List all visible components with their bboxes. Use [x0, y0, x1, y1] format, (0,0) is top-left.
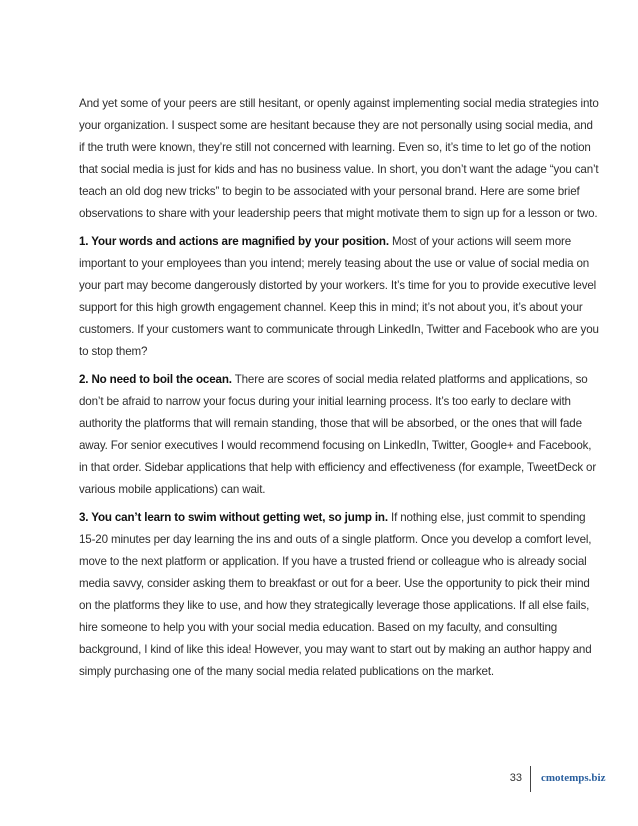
point-paragraph-3 [79, 507, 599, 683]
page-footer [0, 766, 638, 796]
point-text-3: If nothing else, just commit to spending 15-20 minutes per day learning the ins and outs of a single platform. Once you develop a comfort level, move to the next platform or application. If you have a trusted friend or colleague who is already social media savvy, consider asking them to breakfast or out for a beer. Use the opportunity to pick their mind on the platforms they like to use, and how they strategically leverage those applications. If all else fails, hire someone to help you with your social media education. Based on my faculty, and consulting background, I kind of like this idea! However, you may want to start out by making an author happy and simply purchasing one of the many social media related publications on the market. [79, 511, 592, 678]
site-link[interactable]: cmotemps.biz [541, 772, 606, 784]
body-text [79, 93, 599, 683]
point-heading-2: 2. No need to boil the ocean. [79, 373, 232, 386]
point-paragraph-2 [79, 369, 599, 501]
page-number: 33 [509, 772, 522, 784]
point-paragraph-1 [79, 231, 599, 363]
point-text-2: There are scores of social media related platforms and applications, so don’t be afraid to narrow your focus during your initial learning process. It’s too early to declare with authority the platforms that will remain standing, those that will be absorbed, or the ones that will fade away. For senior executives I would recommend focusing on LinkedIn, Twitter, Google+ and Facebook, in that order. Sidebar applications that help with efficiency and effectiveness (for example, TweetDeck or various mobile applications) can wait. [79, 373, 597, 496]
point-text-1: Most of your actions will seem more important to your employees than you intend; merely teasing about the use or value of social media on your part may become dangerously distorted by your workers. It’s time for you to provide executive level support for this high growth engagement channel. Keep this in mind; it’s not about you, it’s about your customers. If your customers want to communicate through LinkedIn, Twitter and Facebook who are you to stop them? [79, 235, 599, 358]
footer-divider [530, 766, 531, 792]
intro-paragraph: And yet some of your peers are still hesitant, or openly against implementing social media strategies into your organization. I suspect some are hesitant because they are not personally using social media, and if the truth were known, they’re still not concerned with learning. Even so, it’s time to let go of the notion that social media is just for kids and has no business value. In short, you don’t want the adage “you can’t teach an old dog new tricks” to begin to be associated with your personal brand. Here are some brief observations to share with your leadership peers that might motivate them to sign up for a lesson or two. [79, 97, 599, 220]
point-heading-3: 3. You can’t learn to swim without getting wet, so jump in. [79, 511, 388, 524]
point-heading-1: 1. Your words and actions are magnified by your position. [79, 235, 389, 248]
